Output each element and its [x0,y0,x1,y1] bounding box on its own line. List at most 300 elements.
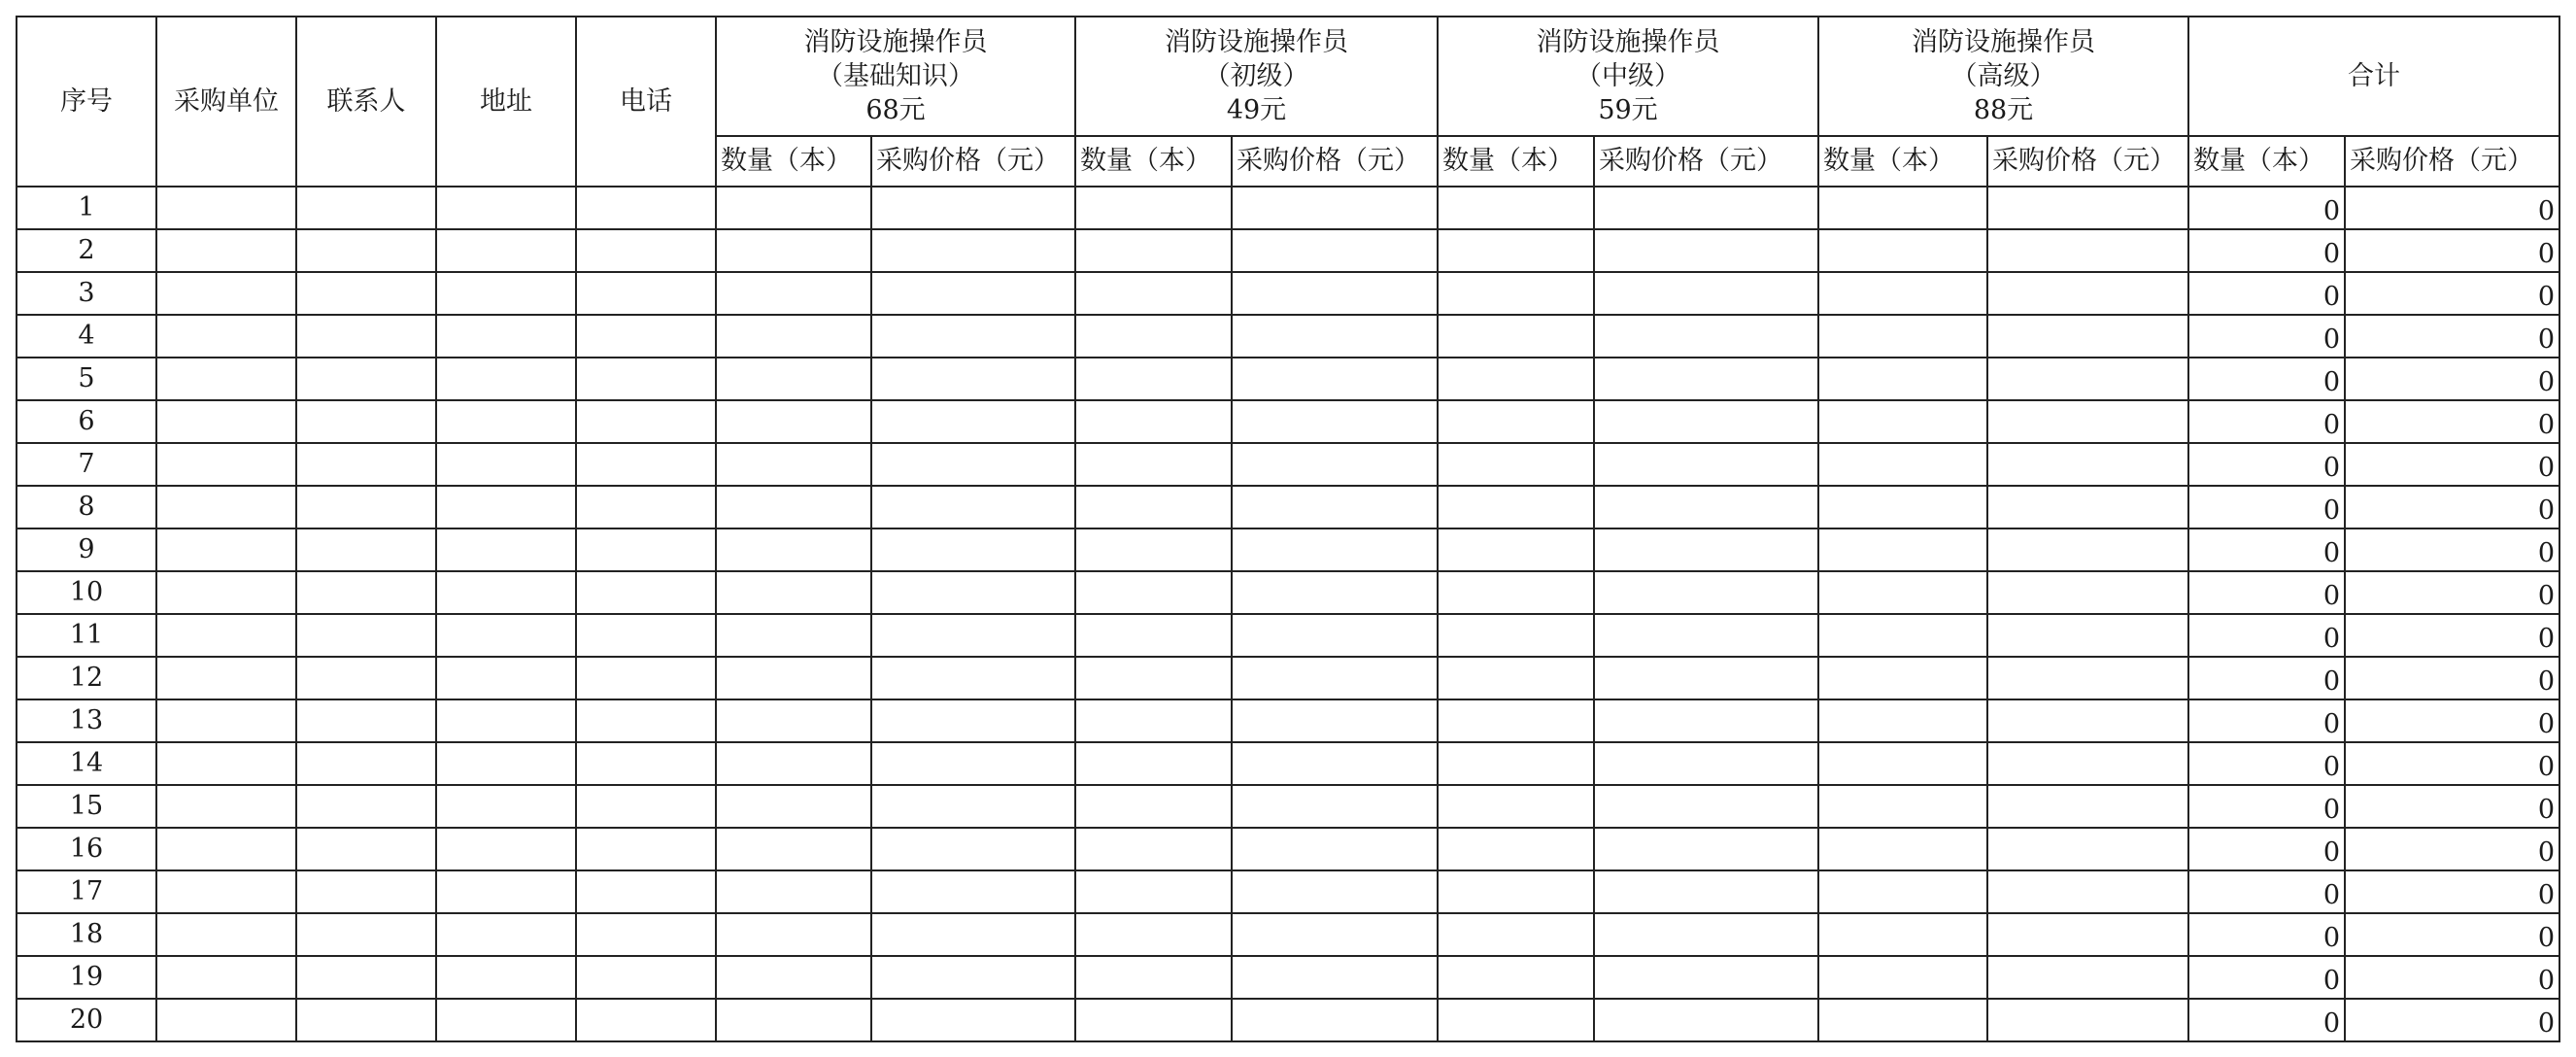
table-row [17,315,2559,358]
buyer-cell[interactable] [156,528,296,571]
phone-cell[interactable] [576,828,716,870]
basic-price-cell[interactable] [871,315,1075,358]
intermediate-quantity-cell[interactable] [1438,956,1594,999]
senior-price-cell[interactable] [1987,870,2188,913]
phone-cell[interactable] [576,272,716,315]
junior-price-cell[interactable] [1232,358,1438,400]
intermediate-price-cell[interactable] [1594,828,1818,870]
intermediate-quantity-cell[interactable] [1438,828,1594,870]
contact-cell[interactable] [296,187,436,229]
address-cell[interactable] [436,956,576,999]
junior-price-cell[interactable] [1232,400,1438,443]
total-quantity-cell: 0 [2188,657,2345,699]
row-index: 13 [17,699,156,742]
intermediate-price-cell[interactable] [1594,999,1818,1041]
table-row [17,999,2559,1041]
table-row [17,358,2559,400]
table-row [17,614,2559,657]
row-index: 11 [17,614,156,657]
contact-cell[interactable] [296,913,436,956]
basic-quantity-cell[interactable] [716,528,871,571]
total-quantity-cell: 0 [2188,699,2345,742]
intermediate-price-cell[interactable] [1594,614,1818,657]
phone-cell[interactable] [576,229,716,272]
basic-price-cell[interactable] [871,187,1075,229]
basic-price-cell[interactable] [871,785,1075,828]
senior-price-cell[interactable] [1987,742,2188,785]
intermediate-price-cell[interactable] [1594,913,1818,956]
total-quantity-cell: 0 [2188,956,2345,999]
senior-quantity-cell[interactable] [1818,785,1987,828]
phone-cell[interactable] [576,443,716,486]
basic-quantity-cell[interactable] [716,486,871,528]
total-price-cell: 0 [2345,785,2559,828]
basic-quantity-cell[interactable] [716,187,871,229]
senior-price-cell[interactable] [1987,443,2188,486]
group-level: （高级） [1950,60,2056,91]
phone-cell[interactable] [576,315,716,358]
group-title: 消防设施操作员 [1912,26,2095,57]
table-row [17,785,2559,828]
row-index: 20 [17,999,156,1041]
contact-cell[interactable] [296,999,436,1041]
basic-quantity-cell[interactable] [716,571,871,614]
total-quantity-cell: 0 [2188,400,2345,443]
buyer-cell[interactable] [156,187,296,229]
basic-price-cell[interactable] [871,999,1075,1041]
basic-price-cell[interactable] [871,486,1075,528]
senior-price-cell[interactable] [1987,956,2188,999]
senior-price-cell[interactable] [1987,614,2188,657]
senior-quantity-cell[interactable] [1818,699,1987,742]
senior-quantity-cell[interactable] [1818,443,1987,486]
junior-price-cell[interactable] [1232,785,1438,828]
intermediate-price-cell[interactable] [1594,358,1818,400]
total-quantity-cell: 0 [2188,272,2345,315]
contact-cell[interactable] [296,699,436,742]
intermediate-quantity-cell[interactable] [1438,443,1594,486]
contact-cell[interactable] [296,443,436,486]
basic-quantity-cell[interactable] [716,443,871,486]
address-cell[interactable] [436,272,576,315]
intermediate-price-cell[interactable] [1594,443,1818,486]
address-cell[interactable] [436,999,576,1041]
basic-quantity-cell[interactable] [716,614,871,657]
junior-quantity-cell[interactable] [1075,956,1232,999]
intermediate-quantity-cell[interactable] [1438,528,1594,571]
senior-quantity-cell[interactable] [1818,571,1987,614]
senior-quantity-cell[interactable] [1818,657,1987,699]
junior-quantity-cell[interactable] [1075,742,1232,785]
contact-cell[interactable] [296,956,436,999]
senior-quantity-cell[interactable] [1818,614,1987,657]
buyer-cell[interactable] [156,486,296,528]
junior-quantity-cell[interactable] [1075,315,1232,358]
buyer-cell[interactable] [156,614,296,657]
senior-quantity-cell[interactable] [1818,913,1987,956]
senior-price-cell[interactable] [1987,913,2188,956]
contact-cell[interactable] [296,571,436,614]
row-index: 2 [17,229,156,272]
basic-price-cell[interactable] [871,742,1075,785]
junior-price-cell[interactable] [1232,828,1438,870]
total-quantity-cell: 0 [2188,828,2345,870]
intermediate-price-cell[interactable] [1594,870,1818,913]
junior-price-cell[interactable] [1232,486,1438,528]
group-level: （基础知识） [817,60,974,91]
basic-price-cell[interactable] [871,400,1075,443]
total-quantity-cell: 0 [2188,571,2345,614]
group-title: 消防设施操作员 [803,26,988,57]
address-cell[interactable] [436,657,576,699]
group-level: （中级） [1576,60,1680,91]
address-cell[interactable] [436,571,576,614]
junior-price-cell[interactable] [1232,870,1438,913]
contact-cell[interactable] [296,870,436,913]
basic-quantity-cell[interactable] [716,358,871,400]
buyer-cell[interactable] [156,999,296,1041]
senior-price-cell[interactable] [1987,315,2188,358]
junior-quantity-cell[interactable] [1075,913,1232,956]
buyer-cell[interactable] [156,358,296,400]
junior-quantity-cell[interactable] [1075,358,1232,400]
address-cell[interactable] [436,528,576,571]
basic-price-cell[interactable] [871,528,1075,571]
phone-cell[interactable] [576,870,716,913]
row-index: 10 [17,571,156,614]
intermediate-price-cell[interactable] [1594,187,1818,229]
contact-cell[interactable] [296,272,436,315]
junior-quantity-cell[interactable] [1075,229,1232,272]
row-index: 6 [17,400,156,443]
senior-price-cell[interactable] [1987,528,2188,571]
phone-cell[interactable] [576,400,716,443]
table-row [17,486,2559,528]
header-buyer: 采购单位 [156,17,296,187]
intermediate-price-cell[interactable] [1594,486,1818,528]
intermediate-quantity-cell[interactable] [1438,229,1594,272]
intermediate-price-cell[interactable] [1594,400,1818,443]
row-index: 9 [17,528,156,571]
basic-price-cell[interactable] [871,614,1075,657]
phone-cell[interactable] [576,614,716,657]
basic-price-cell[interactable] [871,913,1075,956]
subheader-quantity: 数量（本） [1075,136,1232,187]
senior-quantity-cell[interactable] [1818,528,1987,571]
intermediate-quantity-cell[interactable] [1438,571,1594,614]
address-cell[interactable] [436,400,576,443]
buyer-cell[interactable] [156,657,296,699]
total-price-cell: 0 [2345,999,2559,1041]
buyer-cell[interactable] [156,699,296,742]
senior-price-cell[interactable] [1987,272,2188,315]
contact-cell[interactable] [296,315,436,358]
total-price-cell: 0 [2345,870,2559,913]
address-cell[interactable] [436,913,576,956]
row-index: 16 [17,828,156,870]
contact-cell[interactable] [296,785,436,828]
basic-quantity-cell[interactable] [716,999,871,1041]
total-price-cell: 0 [2345,187,2559,229]
junior-price-cell[interactable] [1232,742,1438,785]
contact-cell[interactable] [296,828,436,870]
senior-quantity-cell[interactable] [1818,828,1987,870]
buyer-cell[interactable] [156,828,296,870]
junior-price-cell[interactable] [1232,229,1438,272]
row-index: 19 [17,956,156,999]
basic-quantity-cell[interactable] [716,699,871,742]
junior-quantity-cell[interactable] [1075,443,1232,486]
row-index: 15 [17,785,156,828]
basic-price-cell[interactable] [871,272,1075,315]
phone-cell[interactable] [576,358,716,400]
basic-price-cell[interactable] [871,956,1075,999]
basic-price-cell[interactable] [871,443,1075,486]
junior-price-cell[interactable] [1232,956,1438,999]
intermediate-price-cell[interactable] [1594,272,1818,315]
senior-quantity-cell[interactable] [1818,272,1987,315]
header-phone: 电话 [576,17,716,187]
basic-price-cell[interactable] [871,358,1075,400]
table-row [17,870,2559,913]
intermediate-quantity-cell[interactable] [1438,358,1594,400]
phone-cell[interactable] [576,742,716,785]
junior-quantity-cell[interactable] [1075,486,1232,528]
senior-quantity-cell[interactable] [1818,486,1987,528]
senior-price-cell[interactable] [1987,828,2188,870]
senior-quantity-cell[interactable] [1818,315,1987,358]
contact-cell[interactable] [296,358,436,400]
subheader-quantity: 数量（本） [716,136,871,187]
junior-price-cell[interactable] [1232,528,1438,571]
junior-quantity-cell[interactable] [1075,657,1232,699]
address-cell[interactable] [436,358,576,400]
senior-quantity-cell[interactable] [1818,870,1987,913]
intermediate-quantity-cell[interactable] [1438,913,1594,956]
senior-price-cell[interactable] [1987,571,2188,614]
buyer-cell[interactable] [156,870,296,913]
intermediate-price-cell[interactable] [1594,657,1818,699]
buyer-cell[interactable] [156,400,296,443]
contact-cell[interactable] [296,614,436,657]
junior-quantity-cell[interactable] [1075,571,1232,614]
table-row [17,657,2559,699]
intermediate-quantity-cell[interactable] [1438,870,1594,913]
junior-quantity-cell[interactable] [1075,699,1232,742]
contact-cell[interactable] [296,528,436,571]
buyer-cell[interactable] [156,742,296,785]
intermediate-price-cell[interactable] [1594,571,1818,614]
senior-price-cell[interactable] [1987,785,2188,828]
junior-quantity-cell[interactable] [1075,272,1232,315]
junior-quantity-cell[interactable] [1075,614,1232,657]
total-quantity-cell: 0 [2188,614,2345,657]
phone-cell[interactable] [576,956,716,999]
buyer-cell[interactable] [156,956,296,999]
intermediate-price-cell[interactable] [1594,956,1818,999]
buyer-cell[interactable] [156,272,296,315]
phone-cell[interactable] [576,785,716,828]
phone-cell[interactable] [576,699,716,742]
basic-price-cell[interactable] [871,870,1075,913]
basic-quantity-cell[interactable] [716,828,871,870]
intermediate-quantity-cell[interactable] [1438,486,1594,528]
total-price-cell: 0 [2345,614,2559,657]
intermediate-quantity-cell[interactable] [1438,315,1594,358]
junior-price-cell[interactable] [1232,913,1438,956]
intermediate-price-cell[interactable] [1594,699,1818,742]
senior-quantity-cell[interactable] [1818,187,1987,229]
group-price: 68元 [865,95,926,126]
intermediate-quantity-cell[interactable] [1438,999,1594,1041]
intermediate-price-cell[interactable] [1594,742,1818,785]
phone-cell[interactable] [576,657,716,699]
total-quantity-cell: 0 [2188,999,2345,1041]
total-price-cell: 0 [2345,528,2559,571]
address-cell[interactable] [436,785,576,828]
row-index: 1 [17,187,156,229]
subheader-price: 采购价格（元） [1232,136,1438,187]
address-cell[interactable] [436,828,576,870]
intermediate-quantity-cell[interactable] [1438,187,1594,229]
row-index: 12 [17,657,156,699]
basic-quantity-cell[interactable] [716,742,871,785]
basic-quantity-cell[interactable] [716,870,871,913]
contact-cell[interactable] [296,657,436,699]
junior-quantity-cell[interactable] [1075,528,1232,571]
buyer-cell[interactable] [156,229,296,272]
subheader-quantity: 数量（本） [1438,136,1594,187]
junior-price-cell[interactable] [1232,571,1438,614]
basic-price-cell[interactable] [871,828,1075,870]
junior-price-cell[interactable] [1232,187,1438,229]
basic-quantity-cell[interactable] [716,956,871,999]
phone-cell[interactable] [576,528,716,571]
basic-quantity-cell[interactable] [716,657,871,699]
header-contact: 联系人 [296,17,436,187]
senior-quantity-cell[interactable] [1818,956,1987,999]
table-row [17,956,2559,999]
header-address: 地址 [436,17,576,187]
senior-price-cell[interactable] [1987,999,2188,1041]
basic-quantity-cell[interactable] [716,913,871,956]
phone-cell[interactable] [576,913,716,956]
phone-cell[interactable] [576,999,716,1041]
senior-quantity-cell[interactable] [1818,999,1987,1041]
junior-quantity-cell[interactable] [1075,785,1232,828]
senior-price-cell[interactable] [1987,358,2188,400]
address-cell[interactable] [436,870,576,913]
phone-cell[interactable] [576,187,716,229]
junior-quantity-cell[interactable] [1075,999,1232,1041]
senior-quantity-cell[interactable] [1818,742,1987,785]
junior-quantity-cell[interactable] [1075,828,1232,870]
total-quantity-cell: 0 [2188,785,2345,828]
junior-price-cell[interactable] [1232,614,1438,657]
buyer-cell[interactable] [156,315,296,358]
basic-price-cell[interactable] [871,657,1075,699]
senior-price-cell[interactable] [1987,657,2188,699]
address-cell[interactable] [436,486,576,528]
senior-quantity-cell[interactable] [1818,358,1987,400]
total-quantity-cell: 0 [2188,742,2345,785]
basic-quantity-cell[interactable] [716,400,871,443]
senior-price-cell[interactable] [1987,400,2188,443]
intermediate-quantity-cell[interactable] [1438,614,1594,657]
senior-price-cell[interactable] [1987,229,2188,272]
contact-cell[interactable] [296,486,436,528]
junior-price-cell[interactable] [1232,272,1438,315]
address-cell[interactable] [436,229,576,272]
table-row [17,443,2559,486]
phone-cell[interactable] [576,571,716,614]
junior-price-cell[interactable] [1232,999,1438,1041]
total-price-cell: 0 [2345,956,2559,999]
basic-quantity-cell[interactable] [716,785,871,828]
buyer-cell[interactable] [156,571,296,614]
senior-price-cell[interactable] [1987,699,2188,742]
senior-quantity-cell[interactable] [1818,400,1987,443]
senior-price-cell[interactable] [1987,187,2188,229]
total-quantity-cell: 0 [2188,229,2345,272]
contact-cell[interactable] [296,229,436,272]
total-price-cell: 0 [2345,742,2559,785]
basic-price-cell[interactable] [871,229,1075,272]
junior-quantity-cell[interactable] [1075,400,1232,443]
address-cell[interactable] [436,614,576,657]
senior-price-cell[interactable] [1987,486,2188,528]
intermediate-quantity-cell[interactable] [1438,400,1594,443]
intermediate-quantity-cell[interactable] [1438,272,1594,315]
contact-cell[interactable] [296,400,436,443]
buyer-cell[interactable] [156,443,296,486]
basic-quantity-cell[interactable] [716,229,871,272]
address-cell[interactable] [436,315,576,358]
phone-cell[interactable] [576,486,716,528]
junior-quantity-cell[interactable] [1075,187,1232,229]
intermediate-price-cell[interactable] [1594,315,1818,358]
intermediate-price-cell[interactable] [1594,785,1818,828]
contact-cell[interactable] [296,742,436,785]
junior-quantity-cell[interactable] [1075,870,1232,913]
address-cell[interactable] [436,443,576,486]
intermediate-price-cell[interactable] [1594,229,1818,272]
junior-price-cell[interactable] [1232,699,1438,742]
basic-quantity-cell[interactable] [716,272,871,315]
junior-price-cell[interactable] [1232,443,1438,486]
address-cell[interactable] [436,699,576,742]
header-index: 序号 [17,17,156,187]
intermediate-price-cell[interactable] [1594,528,1818,571]
address-cell[interactable] [436,187,576,229]
intermediate-quantity-cell[interactable] [1438,742,1594,785]
address-cell[interactable] [436,742,576,785]
senior-quantity-cell[interactable] [1818,229,1987,272]
table-row [17,528,2559,571]
junior-price-cell[interactable] [1232,657,1438,699]
basic-price-cell[interactable] [871,571,1075,614]
intermediate-quantity-cell[interactable] [1438,657,1594,699]
buyer-cell[interactable] [156,785,296,828]
total-quantity-cell: 0 [2188,187,2345,229]
table-row [17,187,2559,229]
buyer-cell[interactable] [156,913,296,956]
basic-price-cell[interactable] [871,699,1075,742]
basic-quantity-cell[interactable] [716,315,871,358]
intermediate-quantity-cell[interactable] [1438,699,1594,742]
intermediate-quantity-cell[interactable] [1438,785,1594,828]
junior-price-cell[interactable] [1232,315,1438,358]
